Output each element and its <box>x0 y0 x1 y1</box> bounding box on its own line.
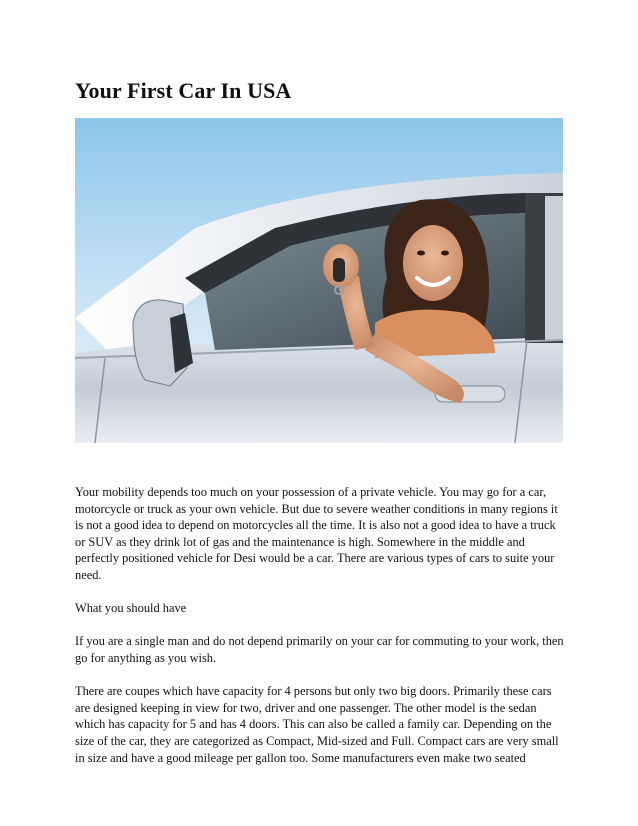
paragraph-car-types: There are coupes which have capacity for 4 persons but only two big doors. Primarily these cars are designed keeping in view for two, driver and one passenger. The other model is the sedan which has capacity for 5 and has 4 doors. This can also be called a family car. Depending on the size of the car, they are categorized as Compact, Mid-sized and Full. Compact cars are very small in size and have a good mileage per gallon too. Some manufacturers even make two seated <box>75 684 559 765</box>
car-photo <box>75 118 563 443</box>
paragraph-subheading: What you should have <box>75 601 187 616</box>
article-body <box>75 484 565 783</box>
paragraph-intro: Your mobility depends too much on your possession of a private vehicle. You may go for a car, motorcycle or truck as your own vehicle. But due to severe weather conditions in many regions it is not a good idea to depend on motorcycles all the time. It is also not a good idea to have a truck or SUV as they drink lot of gas and the maintenance is high. Somewhere in the middle and perfectly positioned vehicle for Desi would be a car. There are various types of cars to suite your need. <box>75 485 558 582</box>
document-title: Your First Car In USA <box>75 78 292 103</box>
paragraph-single-man: If you are a single man and do not depend primarily on your car for commuting to your work, then go for anything as you wish. <box>75 634 564 665</box>
